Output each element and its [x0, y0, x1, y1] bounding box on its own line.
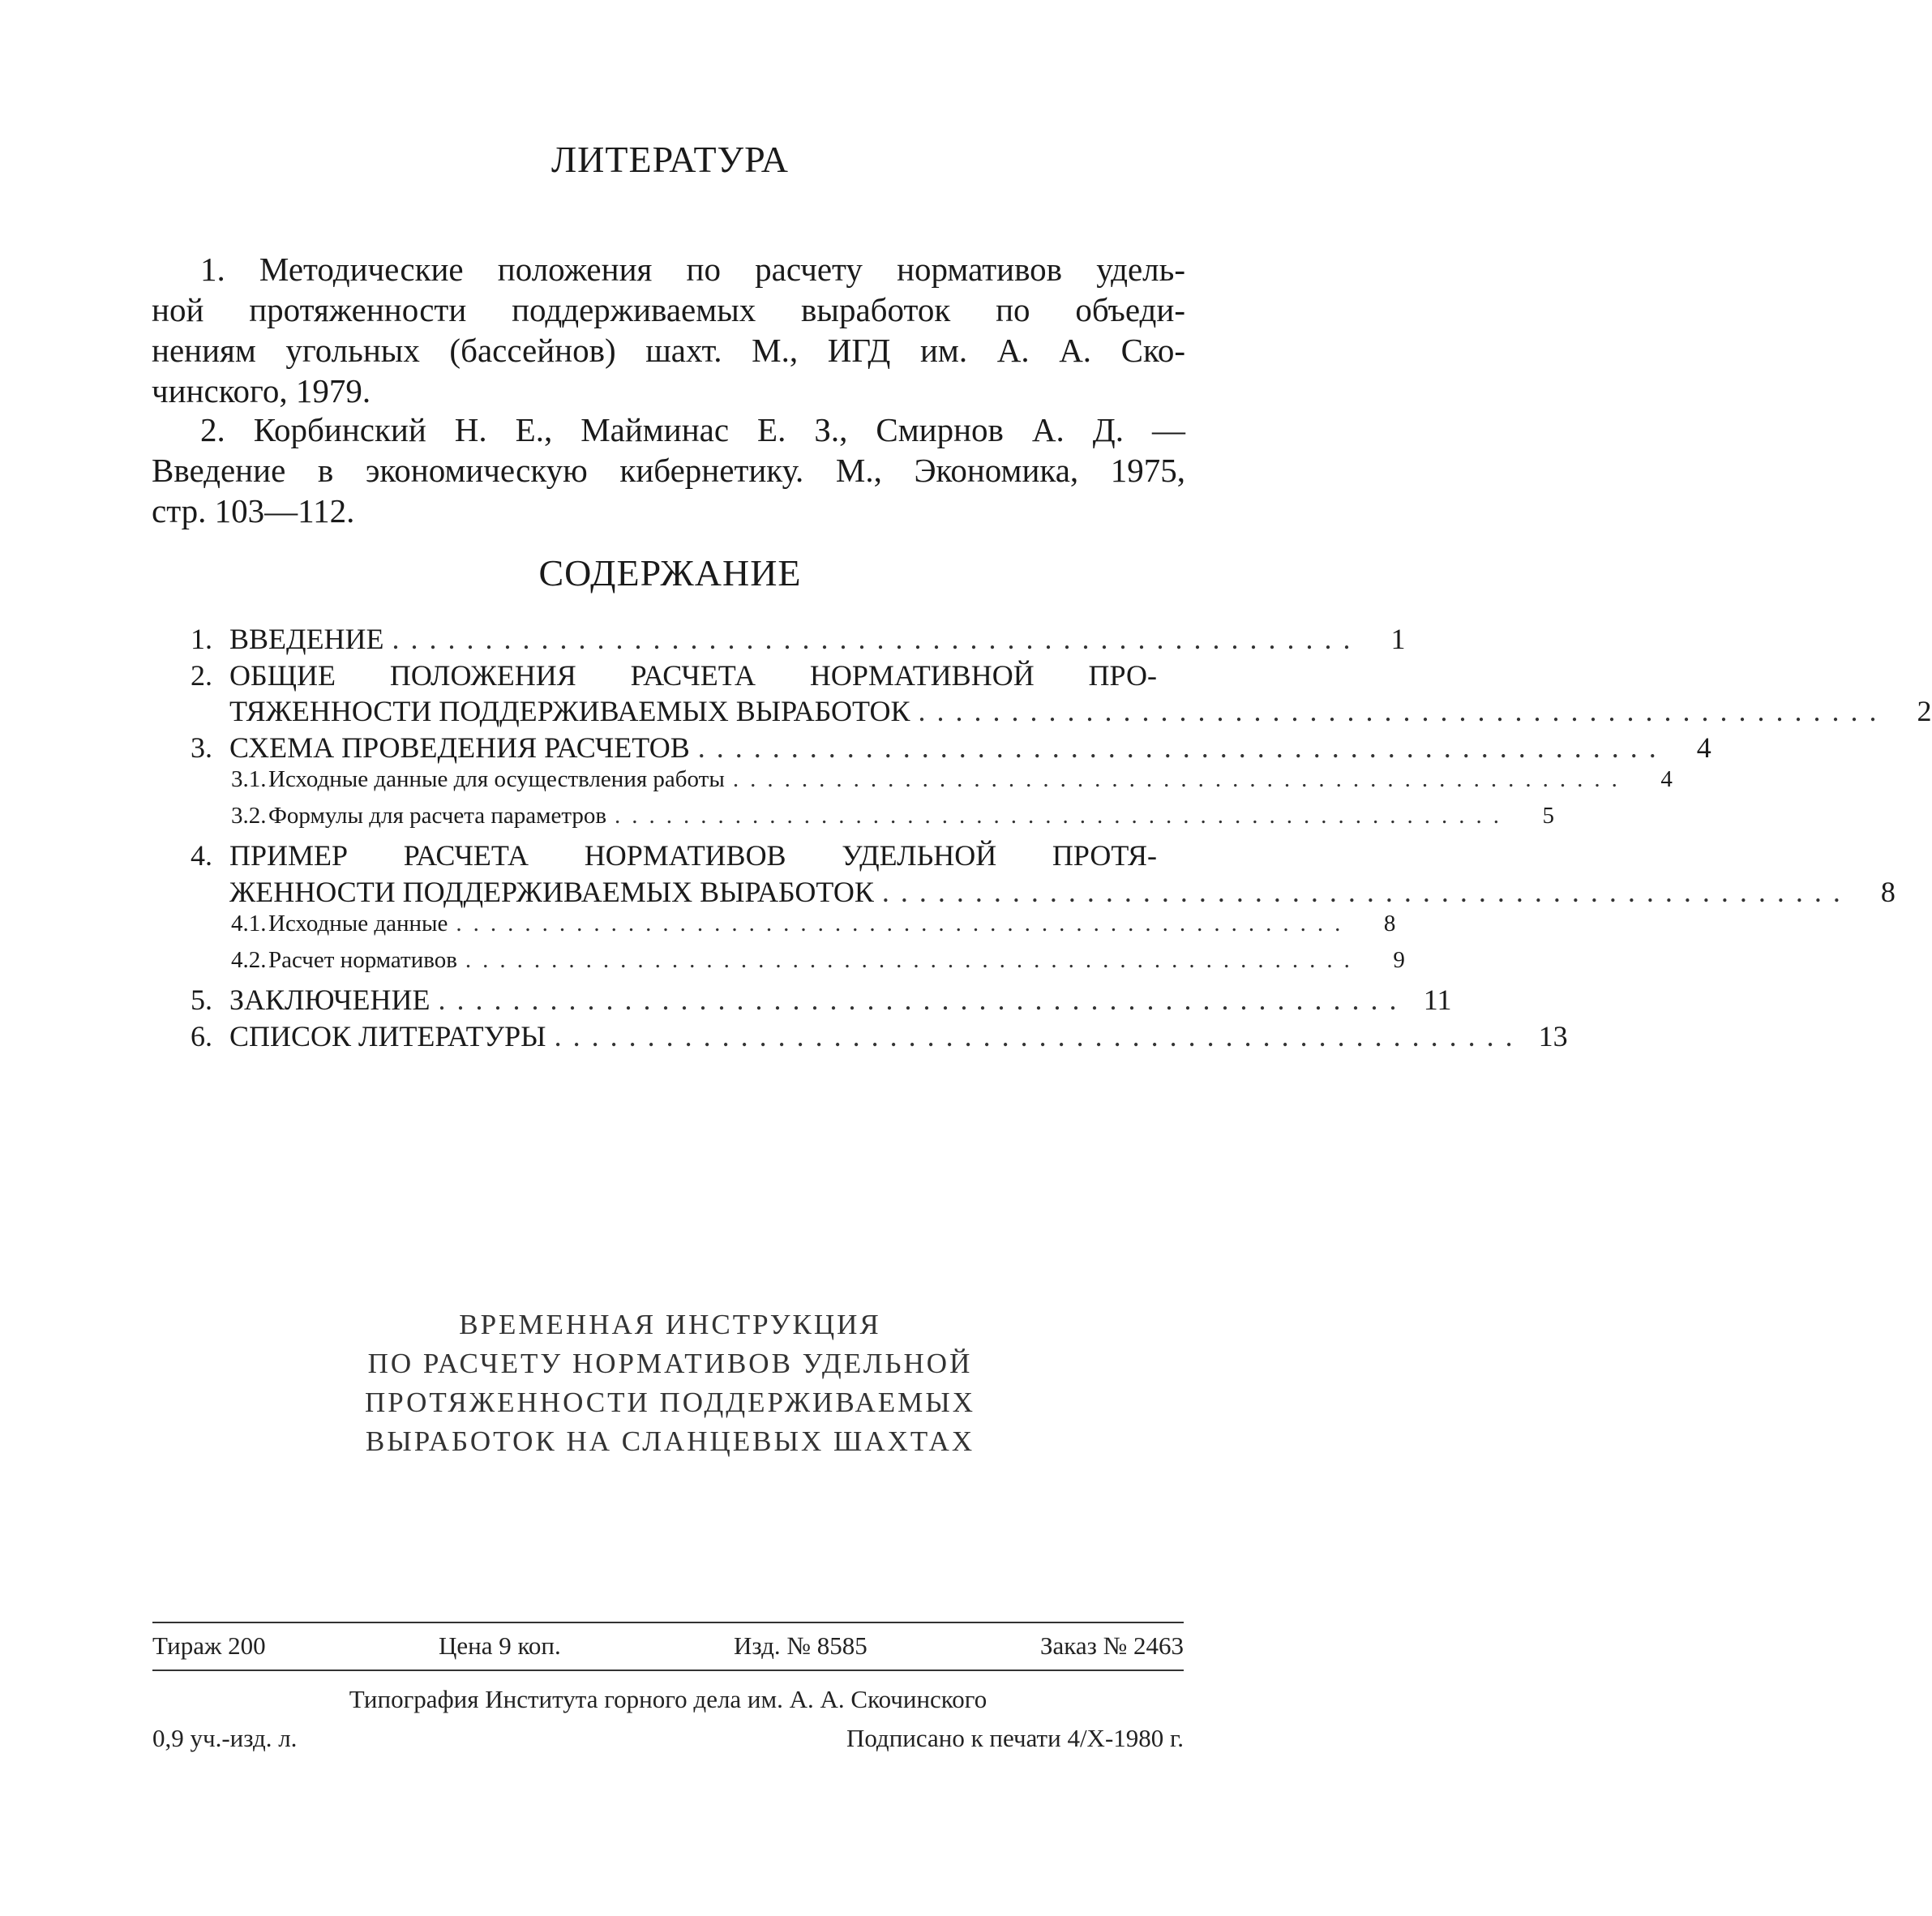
toc-leader-dots: ....................................................: [615, 802, 1511, 829]
imprint-bottom-row: [152, 1724, 1184, 1753]
toc-leader-dots: ....................................................: [918, 695, 1888, 727]
toc-entry-number: 4.: [191, 839, 212, 872]
toc-subentry: [191, 802, 1555, 839]
imprint-rule-bottom: [152, 1670, 1184, 1671]
toc-entry-continuation: [191, 875, 1896, 911]
publication-title-line: ВРЕМЕННАЯ ИНСТРУКЦИЯ: [459, 1309, 881, 1340]
reference-line: ной протяженности поддерживаемых выработок по объеди-: [152, 291, 1185, 328]
toc-subentry: [191, 766, 1673, 803]
toc-entry-page: 8: [1383, 911, 1396, 937]
toc-entry-page: 2: [1917, 695, 1932, 727]
toc-entry-title: ЗАКЛЮЧЕНИЕ: [229, 984, 431, 1016]
reference-line: Введение в экономическую кибернетику. М., Экономика, 1975,: [152, 452, 1185, 489]
toc-entry-number: 3.2.: [231, 802, 267, 829]
price: Цена 9 коп.: [438, 1631, 561, 1660]
toc-entry: [191, 731, 1711, 767]
order-number: Заказ № 2463: [1040, 1631, 1184, 1660]
toc-entry-title: ПРИМЕР РАСЧЕТА НОРМАТИВОВ УДЕЛЬНОЙ ПРОТЯ-: [229, 839, 1157, 872]
toc-leader-dots: ....................................................: [881, 875, 1852, 908]
toc-entry-number: 6.: [191, 1019, 212, 1052]
toc-entry-page: 11: [1423, 984, 1452, 1016]
toc-entry-page: 4: [1660, 766, 1673, 792]
publication-number: Изд. № 8585: [734, 1631, 867, 1660]
toc-leader-dots: ....................................................: [465, 946, 1361, 973]
publication-title-line: ПО РАСЧЕТУ НОРМАТИВОВ УДЕЛЬНОЙ: [367, 1348, 973, 1379]
reference-line: нениям угольных (бассейнов) шахт. М., ИГД им. А. А. Ско-: [152, 332, 1185, 369]
toc-entry: [191, 622, 1406, 658]
toc-subentry: [191, 946, 1405, 984]
publication-title-line: ПРОТЯЖЕННОСТИ ПОДДЕРЖИВАЕМЫХ: [364, 1387, 976, 1418]
contents-heading: СОДЕРЖАНИЕ: [538, 552, 802, 594]
toc-entry-title: ЖЕННОСТИ ПОДДЕРЖИВАЕМЫХ ВЫРАБОТОК: [229, 875, 874, 908]
toc-entry: [191, 1019, 1568, 1056]
reference-line: чинского, 1979.: [152, 372, 371, 409]
publication-title-line: ВЫРАБОТОК НА СЛАНЦЕВЫХ ШАХТАХ: [365, 1425, 975, 1457]
toc-leader-dots: ....................................................: [732, 766, 1629, 792]
imprint-row: [152, 1631, 1184, 1661]
publisher-sheets: 0,9 уч.-изд. л.: [152, 1724, 298, 1752]
table-of-contents: [191, 622, 1932, 1055]
toc-leader-dots: ....................................................: [697, 731, 1668, 764]
toc-entry-page: 13: [1538, 1019, 1568, 1052]
signed-to-print: Подписано к печати 4/X-1980 г.: [846, 1724, 1184, 1752]
imprint-rule-top: [152, 1622, 1184, 1623]
toc-entry-page: 4: [1696, 731, 1711, 764]
publication-title: [0, 1305, 1340, 1461]
toc-entry-number: 2.: [191, 658, 212, 692]
reference-2: [152, 409, 1185, 531]
toc-entry-title: ВВЕДЕНИЕ: [229, 623, 384, 655]
toc-subentry: [191, 911, 1396, 947]
toc-leader-dots: ....................................................: [456, 911, 1352, 937]
toc-entry: [191, 983, 1452, 1019]
toc-entry-number: 3.1.: [231, 766, 267, 792]
toc-entry-page: 1: [1390, 623, 1406, 655]
toc-entry-title: Исходные данные для осуществления работы: [268, 766, 725, 792]
toc-entry-title: СХЕМА ПРОВЕДЕНИЯ РАСЧЕТОВ: [229, 731, 690, 764]
toc-leader-dots: ....................................................: [438, 984, 1408, 1016]
toc-entry-title: СПИСОК ЛИТЕРАТУРЫ: [229, 1019, 546, 1052]
toc-entry-title: Расчет нормативов: [268, 946, 457, 973]
toc-entry-number: 1.: [191, 623, 212, 655]
reference-1: [152, 249, 1185, 411]
toc-entry-title: Формулы для расчета параметров: [268, 802, 607, 829]
printer-line: Типография Института горного дела им. А. А. Скочинского: [349, 1685, 987, 1713]
toc-entry-page: 8: [1880, 875, 1896, 908]
reference-line: стр. 103—112.: [152, 492, 355, 529]
toc-entry-title: ОБЩИЕ ПОЛОЖЕНИЯ РАСЧЕТА НОРМАТИВНОЙ ПРО-: [229, 658, 1157, 692]
literature-heading: ЛИТЕРАТУРА: [550, 139, 790, 180]
toc-entry: [191, 658, 1157, 695]
toc-entry-number: 4.2.: [231, 946, 267, 973]
toc-entry-number: 3.: [191, 731, 212, 764]
toc-leader-dots: ....................................................: [554, 1019, 1524, 1052]
toc-entry-title: ТЯЖЕННОСТИ ПОДДЕРЖИВАЕМЫХ ВЫРАБОТОК: [229, 695, 910, 727]
toc-leader-dots: ....................................................: [392, 623, 1362, 655]
toc-entry-page: 9: [1393, 946, 1405, 973]
toc-entry: [191, 838, 1157, 875]
toc-entry-page: 5: [1542, 802, 1555, 829]
toc-entry-continuation: [191, 694, 1932, 731]
toc-entry-title: Исходные данные: [268, 911, 448, 937]
toc-entry-number: 5.: [191, 984, 212, 1016]
reference-line: 1. Методические положения по расчету нормативов удель-: [200, 251, 1185, 288]
print-run: Тираж 200: [152, 1631, 266, 1660]
toc-entry-number: 4.1.: [231, 911, 267, 937]
reference-line: 2. Корбинский Н. Е., Майминас Е. З., Смирнов А. Д. —: [200, 411, 1185, 448]
